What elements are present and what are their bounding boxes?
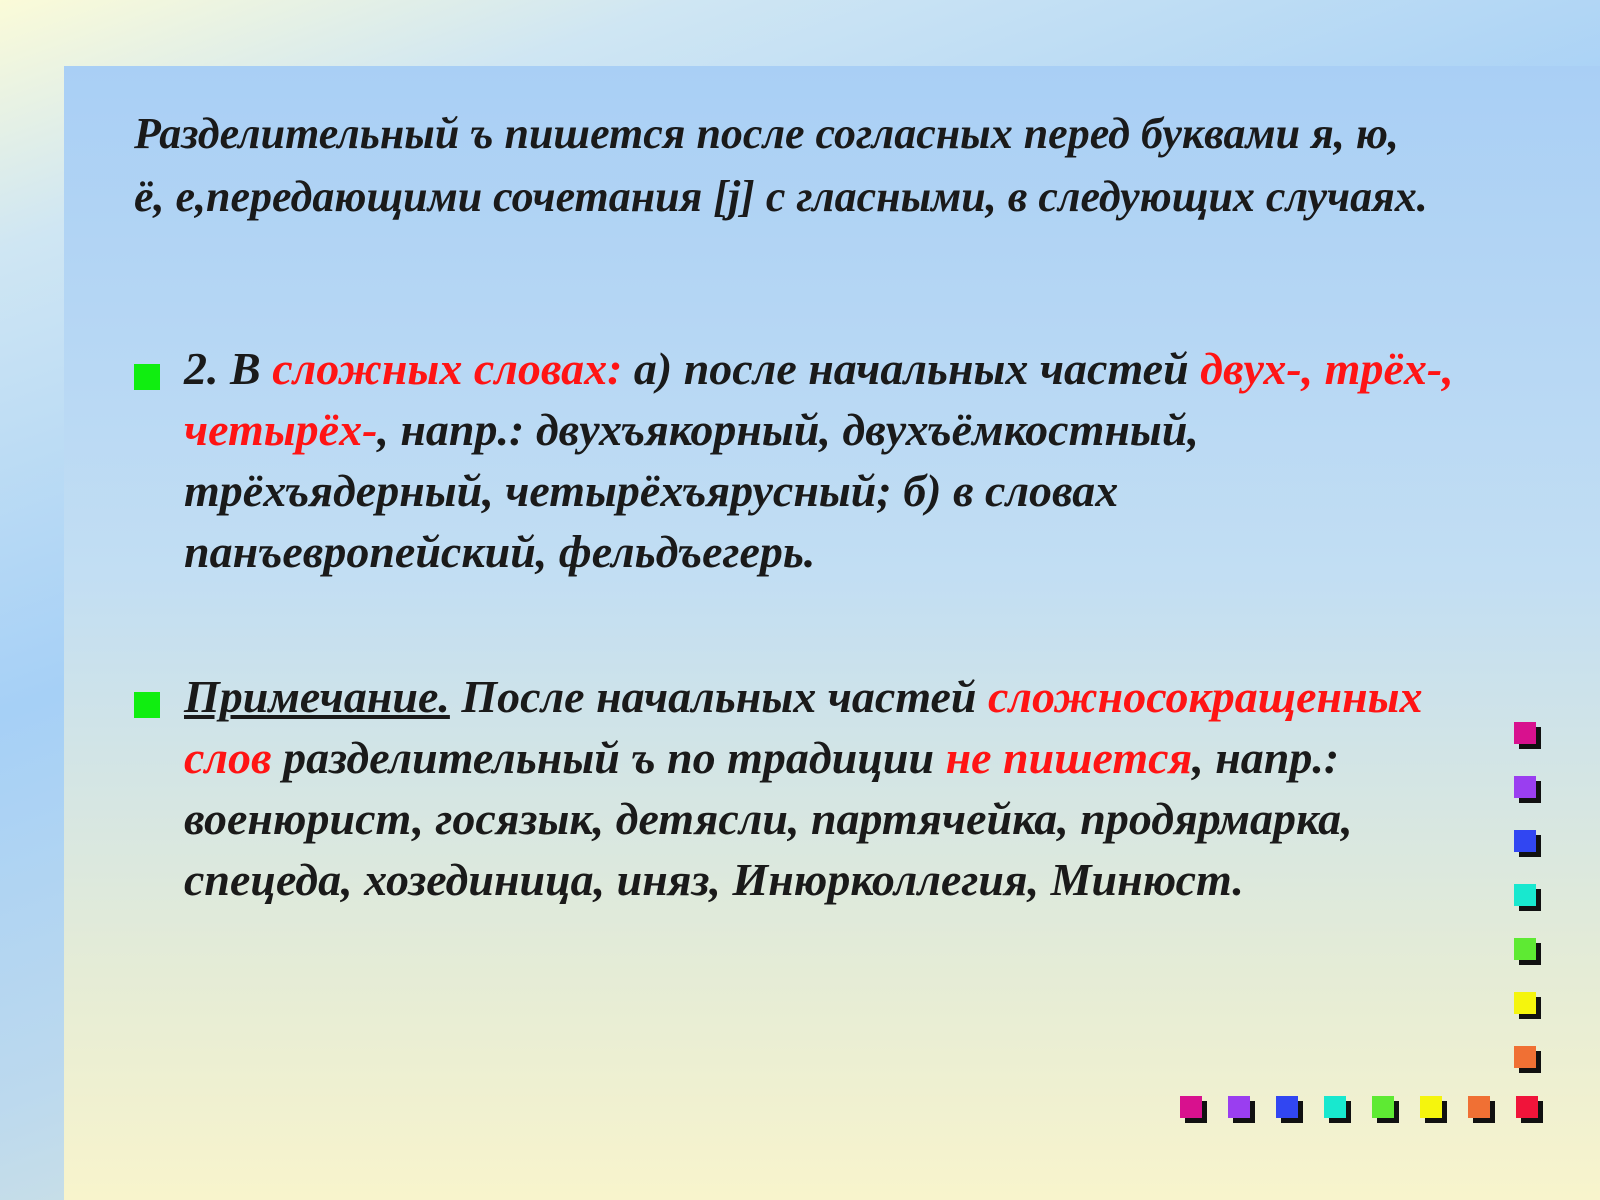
bullet-2-term: сложносокращенных слов [184, 671, 1423, 783]
bullet-1-text-b: , напр.: двухъякорный, двухъёмкостный, трёхъядерный, четырёхъярусный; б) в словах панъевропейский, фельдъегерь. [184, 404, 1199, 577]
decor-square [1514, 776, 1536, 798]
note-label: Примечание. [184, 671, 450, 722]
bullet-2-text-a: После начальных частей [449, 671, 988, 722]
decor-square [1514, 830, 1536, 852]
bullet-marker-2 [134, 692, 160, 718]
slide-panel [64, 66, 1600, 1200]
not-written-phrase: не пишется [945, 732, 1193, 783]
decor-square [1180, 1096, 1202, 1118]
bullet-1-term: сложных словах: [272, 343, 623, 394]
bullet-1-text-a: а) после начальных частей [622, 343, 1201, 394]
bullet-marker-1 [134, 364, 160, 390]
bullet-2-text [184, 666, 1464, 910]
intro-paragraph: Разделительный ъ пишется после согласных перед буквами я, ю, ё, е,передающими сочетания [j] с гласными, в следующих случаях. [134, 109, 1428, 221]
decor-square [1516, 1096, 1538, 1118]
bullet-2-text-b: разделительный ъ по традиции [271, 732, 946, 783]
decor-square [1514, 884, 1536, 906]
decor-square [1514, 722, 1536, 744]
bullet-1-parts: двух-, трёх-, четырёх- [184, 343, 1454, 455]
decor-square [1514, 992, 1536, 1014]
decor-square [1228, 1096, 1250, 1118]
bullet-2-text-c: , напр.: военюрист, госязык, детясли, партячейка, продярмарка, спецеда, хозединица, иняз, Инюрколлегия, Минюст. [184, 732, 1353, 905]
decor-square [1514, 938, 1536, 960]
decor-square [1276, 1096, 1298, 1118]
decor-square [1514, 1046, 1536, 1068]
bullet-1-prefix: 2. В [184, 343, 273, 394]
decor-square [1468, 1096, 1490, 1118]
bullet-1-text [184, 338, 1464, 582]
decor-square [1420, 1096, 1442, 1118]
decor-square [1324, 1096, 1346, 1118]
decor-square [1372, 1096, 1394, 1118]
